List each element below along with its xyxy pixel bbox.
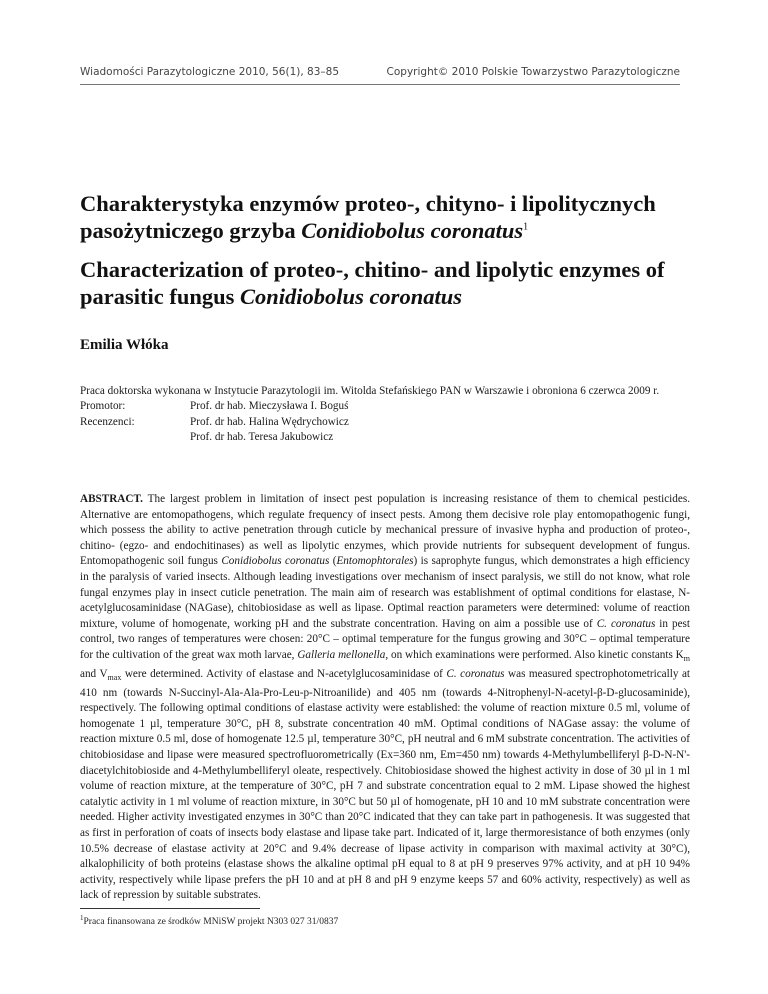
abstract-label: ABSTRACT. <box>80 493 143 505</box>
title-english-line1: Characterization of proteo-, chitino- and lipolytic enzymes of <box>80 257 665 282</box>
reviewers-row-2 <box>80 430 690 445</box>
footnote-mark: 1 <box>80 914 84 922</box>
title-english-text: parasitic fungus <box>80 284 241 309</box>
author-name: Emilia Włóka <box>80 337 169 353</box>
thesis-statement: Praca doktorska wykonana w Instytucie Parazytologii im. Witolda Stefańskiego PAN w Warszawie i obroniona 6 czerwca 2009 r. <box>80 385 660 397</box>
running-header <box>80 66 680 85</box>
footnote-divider <box>80 908 260 909</box>
title-polish-line2 <box>80 217 690 244</box>
title-english-line2 <box>80 283 690 310</box>
title-polish <box>80 190 690 244</box>
footnote-text: Praca finansowana ze środków MNiSW projekt N303 027 31/0837 <box>83 917 339 928</box>
abstract: ABSTRACT. The largest problem in limitation of insect pest population is increasing resistance of them to chemical pesticides. Alternative are entomopathogens, which regulate frequency of insect pests. Among them decisive role play entomopathogenic fungi, which possess the ability to active penetration through cuticle by mechanical pressure of invasive hypha and production of proteo-, chitino- (egzo- and endochitinases) as well as lipolytic enzymes, which provide nutrients for subsequent development of fungus. Entomopathogenic soil fungus Conidiobolus coronatus (Entomophtorales) is saprophyte fungus, which demonstrates a high efficiency in the paralysis of varied insects. Although leading investigations over mechanism of insect paralysis, we still do not know, what role fungal enzymes play in insect cuticle penetration. The main aim of research was establishment of optimal conditions for elastase, N-acetylglucosaminidase (NAGase), chitobiosidase as well as lipase. Optimal reaction parameters were determined: volume of reaction mixture, volume of homogenate, working pH and the substrate concentration. Having on aim a possible use of C. coronatus in pest control, two ranges of temperatures were chosen: 20°C – optimal temperature for the fungus growing and 30°C – optimal temperature for the cultivation of the great wax moth larvae, Galleria mellonella, on which examinations were performed. Also kinetic constants $K_m$ and $V_{max}$ were determined. Activity of elastase and N-acetylglucosaminidase of C. coronatus was measured spectrophotometrically at 410 nm (towards N-Succinyl-Ala-Ala-Pro-Leu-p-Nitroanilide) and 405 nm (towards 4-Nitrophenyl-N-acetyl-β-D-glucosaminide), respectively. The following optimal conditions of elastase activity were established: the volume of reaction mixture 0.5 ml, volume of homogenate 1 µl, temperature 30°C, pH 8, substrate concentration 40 mM. Optimal conditions of NAGase assay: the volume of reaction mixture 0.5 ml, dose of homogenate 12.5 µl, temperature 30°C, pH neutral and 6 mM substrate concentration. The activities of chitobiosidase and lipase were measured spectrofluorometrically (Ex=360 nm, Em=450 nm) towards 4-Methylumbelliferyl β-D-N-N'-diacetylchitobioside and 4-Methylumbelliferyl oleate, respectively. Chitobiosidase showed the highest activity in dose of 30 µl in 1 ml volume of reaction mixture, at the temperature of 30°C, pH 7 and substrate concentration equal to 2 mM. Lipase showed the highest catalytic activity in 1 ml volume of reaction mixture, in 30°C but 50 µl of homogenate, pH 10 and 10 mM substrate concentration were needed. Higher activity investigated enzymes in 30°C than 20°C indicated that they can take part in pathogenesis. It was suggested that as first in perforation of coats of insects body elastase and lipase take part. Indicated of it, large thermoresistance of both enzymes (only 10.5% decrease of elastase activity at 20°C and 9.4% decrease of lipase activity in comparison with maximal activity at 30°C), alkalophilicity of both proteins (elastase shows the alkaline optimal pH equal to 8 at pH 9 preserves 97% activity, and at pH 10 94% activity, respectively while lipase prefers the pH 10 and at pH 8 and pH 9 enzyme keeps 57 and 60% activity, respectively) as well as lack of repression by suitable substrates. <box>80 493 691 902</box>
title-english <box>80 256 690 310</box>
title-english-species: Conidiobolus coronatus <box>240 284 462 309</box>
reviewers-row <box>80 415 690 430</box>
title-polish-line1: Charakterystyka enzymów proteo-, chityno- i lipolitycznych <box>80 191 656 216</box>
reviewer-name: Prof. dr hab. Teresa Jakubowicz <box>190 430 334 443</box>
title-polish-species: Conidiobolus coronatus <box>301 218 524 243</box>
promotor-label: Promotor: <box>80 400 126 413</box>
promotor-name: Prof. dr hab. Mieczysława I. Boguś <box>190 400 349 413</box>
thesis-info <box>80 384 690 445</box>
promotor-row <box>80 399 690 414</box>
footnote <box>80 914 338 927</box>
footnote-marker: 1 <box>523 221 529 233</box>
copyright-notice: Copyright© 2010 Polskie Towarzystwo Parazytologiczne <box>386 66 680 78</box>
reviewers-label: Recenzenci: <box>80 415 135 428</box>
journal-citation: Wiadomości Parazytologiczne 2010, 56(1), 83–85 <box>80 66 339 78</box>
reviewer-name: Prof. dr hab. Halina Wędrychowicz <box>190 415 349 428</box>
title-polish-text: pasożytniczego grzyba <box>80 218 302 243</box>
